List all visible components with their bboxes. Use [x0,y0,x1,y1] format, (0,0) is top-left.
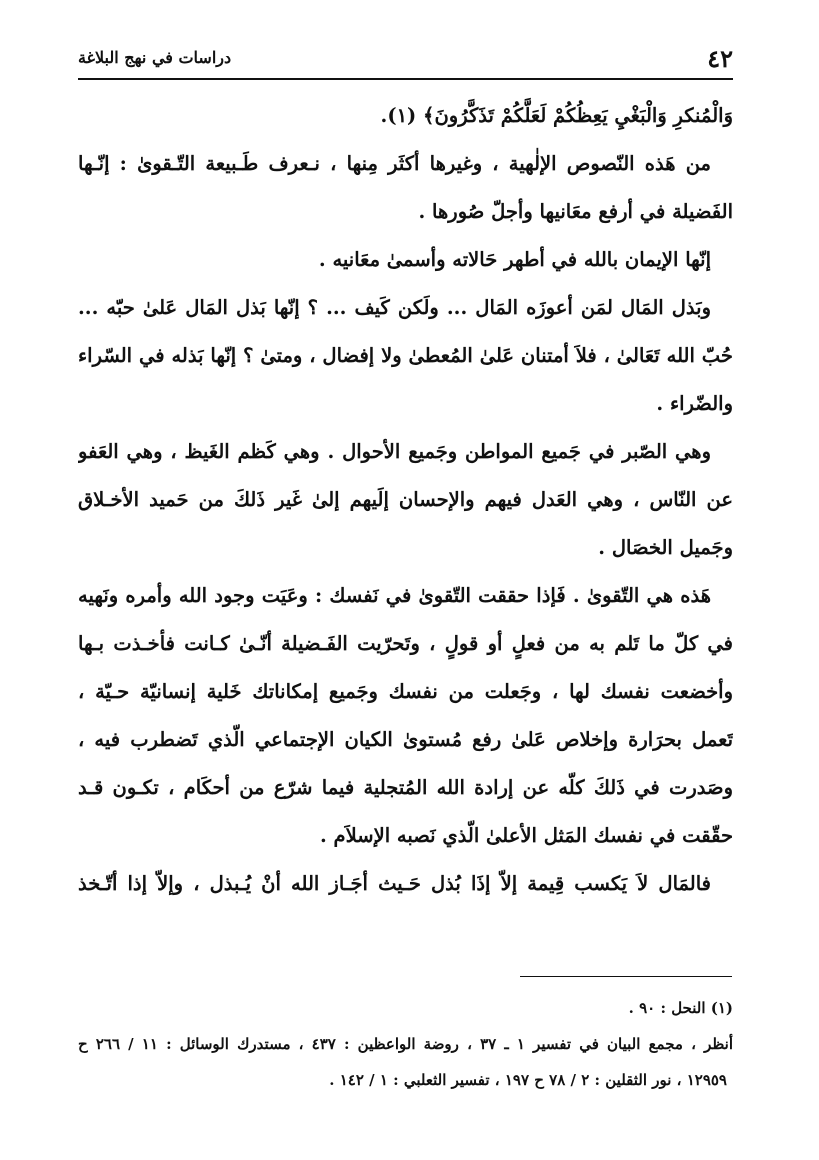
text-line: تَعمل بحرَارة وإخلاص عَلىٰ رفع مُستوىٰ الكيان الإجتماعي الّذي تَضطرب فيه ، [78,728,733,751]
footnote-line: ١٢٩٥٩ ، نور الثقلين : ٢ / ٧٨ ح ١٩٧ ، تفسير الثعلبي : ١ / ١٤٢ . [329,1071,727,1089]
text-line: إنّها الإيمان بالله في أطهر حَالاته وأسمىٰ معَانيه . [318,248,711,271]
running-title: دراسات في نهج البلاغة [78,48,232,67]
text-line: عن النّاس ، وهي العَدل فيهم والإحسان إلَيهم إلىٰ غَير ذَلكَ من حَميد الأخـلاق [78,488,733,511]
footnote-rule [520,976,732,977]
header-rule [78,78,733,80]
text-line: حُبّ الله تَعَالىٰ ، فلاَ أمتنان عَلىٰ المُعطىٰ ولا إفضال ، ومتىٰ ؟ إنّها بَذله في السّراء [78,344,733,367]
footnote-line: (١) النحل : ٩٠ . [628,999,733,1017]
footnotes [78,990,733,1098]
text-line: وبَذل المَال لمَن أعوزَه المَال ... ولَكن كَيف ... ؟ إنّها بَذل المَال عَلىٰ حبّه ... [78,296,711,319]
text-line: الفَضيلة في أرفع معَانيها وأجلّ صُورها . [418,200,733,223]
text-line: في كلّ ما تَلم به من فعلٍ أو قولٍ ، وتَحرّيت الفَـضيلة أنّـىٰ كـانت فأخـذت بـها [78,632,733,655]
text-line: وأخضعت نفسك لها ، وجَعلت من نفسك وجَميع إمكاناتك خَلية إنسانيّة حـيّة ، [78,680,733,703]
text-line: فالمَال لاَ يَكسب قِيمة إلاّ إذَا بُذل حَـيث أجَـاز الله أنْ يُـبذل ، وإلاّ إذا أتّـخذ [78,872,711,895]
text-line: من هَذه النّصوص الإلٰهية ، وغيرها أكثَر مِنها ، نـعرف طَـبيعة التّـقوىٰ : إنّـها [78,152,711,175]
main-text [78,92,733,908]
text-line: هَذه هي التّقوىٰ . فَإذا حققت التّقوىٰ في نَفسك : وعَيَت وجود الله وأمره ونَهيه [78,584,711,607]
footnote-line: أنظر ، مجمع البيان في تفسير ١ ـ ٣٧ ، روضة الواعظين : ٤٣٧ ، مستدرك الوسائل : ١١ / ٢٦٦ ح [78,1035,733,1053]
text-line: والضّراء . [656,392,733,415]
text-line: حقّقت في نفسك المَثل الأعلىٰ الّذي نَصبه الإسلاَم . [319,824,733,847]
text-line: وهي الصّبر في جَميع المواطن وجَميع الأحوال . وهي كَظم الغَيظ ، وهي العَفو [78,440,711,463]
page-number: ٤٢ [707,44,733,73]
text-line: وجَميل الخصَال . [598,536,733,559]
page-header [78,40,733,76]
text-line: وَالْمُنكرِ وَالْبَغْيِ يَعِظُكُمْ لَعَلَّكُمْ تَذَكَّرُونَ﴾ (١). [380,104,733,127]
text-line: وصَدرت في ذَلكَ كلّه عن إرادة الله المُتجلية فيما شرّع من أحكَام ، تكـون قـد [78,776,733,799]
